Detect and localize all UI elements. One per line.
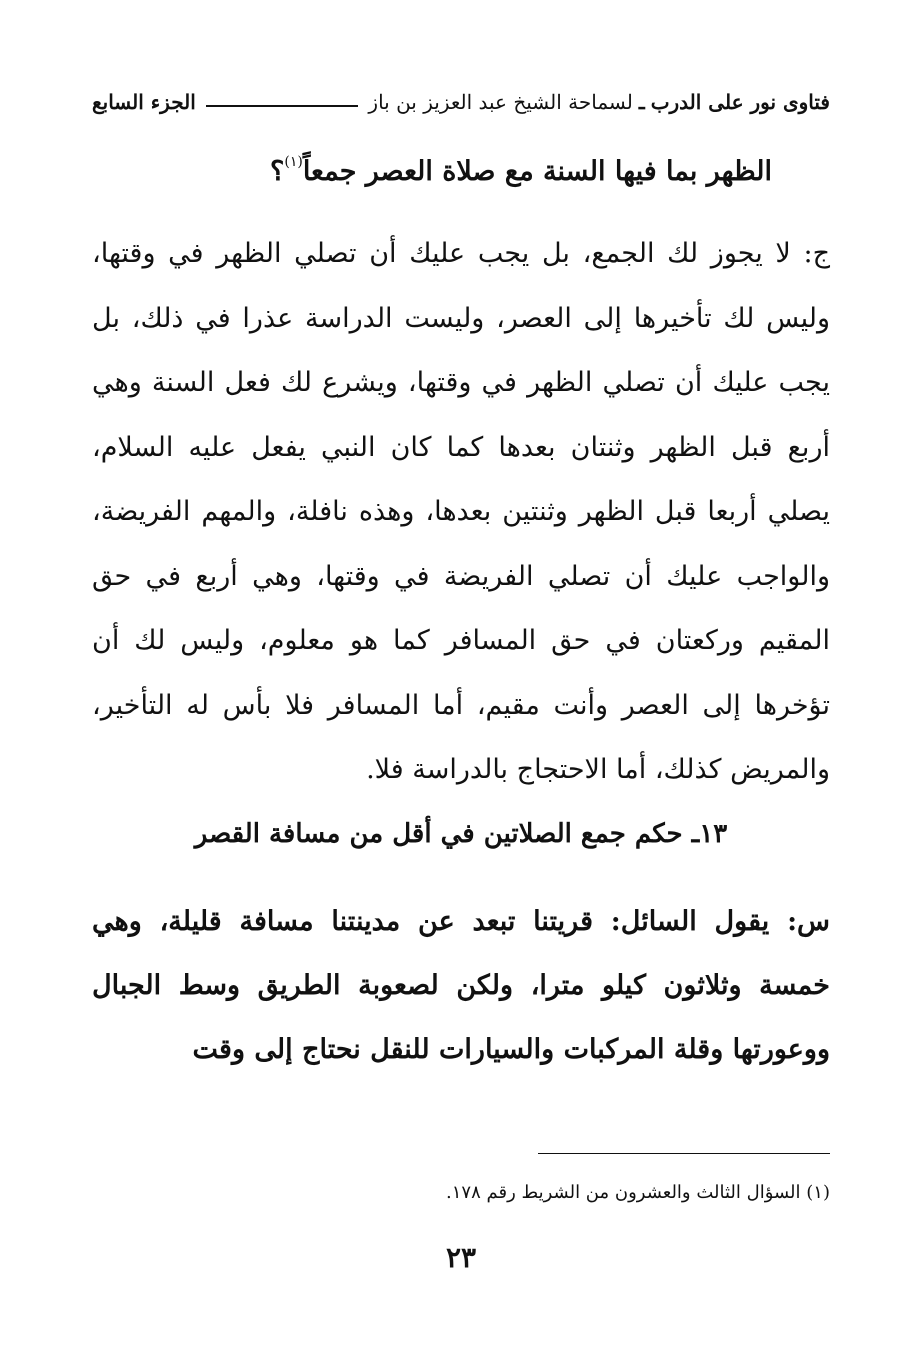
question-paragraph: س: يقول السائل: قريتنا تبعد عن مدينتنا مسافة قليلة، وهي خمسة وثلاثون كيلو مترا، ولكن لصعوبة الطريق وسط الجبال ووعورتها وقلة المركبات والسيارات للنقل نحتاج إلى وقت [92,906,830,1065]
question-end-mark: ؟ [270,156,285,187]
running-header [92,82,830,122]
header-part: الجزء السابع [92,90,196,114]
section-title: ١٣ـ حكم جمع الصلاتين في أقل من مسافة القصر [194,819,728,849]
footnote-rule [538,1153,830,1154]
question-continuation [92,152,772,192]
header-author: لسماحة الشيخ عبد العزيز بن باز [368,90,633,114]
page-number: ٢٣ [445,1241,477,1274]
header-dash: ـ [638,90,645,114]
footnote: (١) السؤال الثالث والعشرون من الشريط رقم ١٧٨. [446,1182,830,1203]
header-book-title: فتاوى نور على الدرب [650,90,830,114]
footnote-marker: (١) [284,154,303,170]
answer-paragraph: ج: لا يجوز لك الجمع، بل يجب عليك أن تصلي الظهر في وقتها، وليس لك تأخيرها إلى العصر، وليست الدراسة عذرا في ذلك، بل يجب عليك أن تصلي الظهر في وقتها، ويشرع لك فعل السنة وهي أربع قبل الظهر وثنتان بعدها كما كان النبي يفعل عليه السلام، يصلي أربعا قبل الظهر وثنتين بعدها، وهذه نافلة، والمهم الفريضة، والواجب عليك أن تصلي الفريضة في وقتها، وهي أربع في حق المقيم وركعتان في حق المسافر كما هو معلوم، وليس لك أن تؤخرها إلى العصر وأنت مقيم، أما المسافر فلا بأس له التأخير، والمريض كذلك، أما الاحتجاج بالدراسة فلا. [92,238,830,785]
header-rule [206,105,359,107]
question-continuation-text: الظهر بما فيها السنة مع صلاة العصر جمعاً [302,156,772,187]
